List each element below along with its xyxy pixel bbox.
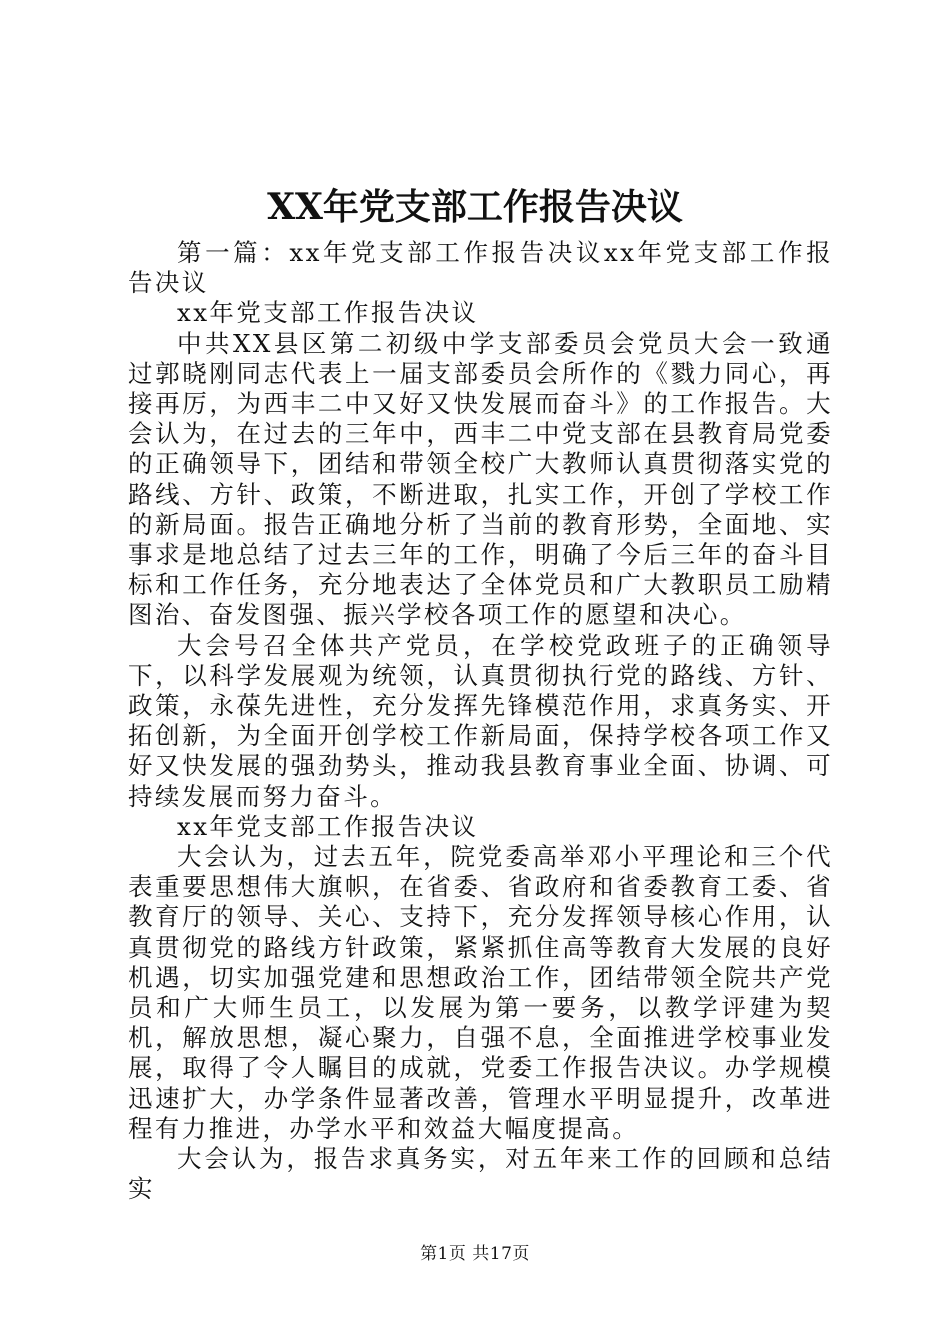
paragraph-subheading-2: xx年党支部工作报告决议	[177, 811, 479, 841]
paragraph-resolution-2: 大会认为，过去五年，院党委高举邓小平理论和三个代表重要思想伟大旗帜，在省委、省政府和省委教育工委、省教育厅的领导、关心、支持下，充分发挥领导核心作用，认真贯彻党的路线方针政策，紧紧抓住高等教育大发展的良好机遇，切实加强党建和思想政治工作，团结带领全院共产党员和广大师生员工，以发展为第一要务，以教学评建为契机，解放思想，凝心聚力，自强不息，全面推进学校事业发展，取得了令人瞩目的成就，党委工作报告决议。办学规模迅速扩大，办学条件显著改善，管理水平明显提升，改革进程有力推进，办学水平和效益大幅度提高。	[128, 842, 833, 1143]
document-title: XX年党支部工作报告决议	[267, 186, 683, 228]
paragraph-call-to-action: 大会号召全体共产党员，在学校党政班子的正确领导下，以科学发展观为统领，认真贯彻执行党的路线、方针、政策，永葆先进性，充分发挥先锋模范作用，求真务实、开拓创新，为全面开创学校工作新局面，保持学校各项工作又好又快发展的强劲势头，推动我县教育事业全面、协调、可持续发展而努力奋斗。	[128, 630, 833, 811]
paragraph-intro: 第一篇：xx年党支部工作报告决议xx年党支部工作报告决议	[128, 238, 833, 298]
page-number-footer: 第1页 共17页	[420, 1244, 530, 1264]
paragraph-resolution-1: 中共XX县区第二初级中学支部委员会党员大会一致通过郭晓刚同志代表上一届支部委员会所作的《戮力同心，再接再厉，为西丰二中又好又快发展而奋斗》的工作报告。大会认为，在过去的三年中，西丰二中党支部在县教育局党委的正确领导下，团结和带领全校广大教师认真贯彻落实党的路线、方针、政策，不断进取，扎实工作，开创了学校工作的新局面。报告正确地分析了当前的教育形势，全面地、实事求是地总结了过去三年的工作，明确了今后三年的奋斗目标和工作任务，充分地表达了全体党员和广大教职员工励精图治、奋发图强、振兴学校各项工作的愿望和决心。	[128, 328, 833, 630]
paragraph-continuation: 大会认为，报告求真务实，对五年来工作的回顾和总结实	[128, 1144, 833, 1204]
document-body	[128, 238, 833, 1205]
paragraph-subheading-1: xx年党支部工作报告决议	[177, 298, 479, 328]
